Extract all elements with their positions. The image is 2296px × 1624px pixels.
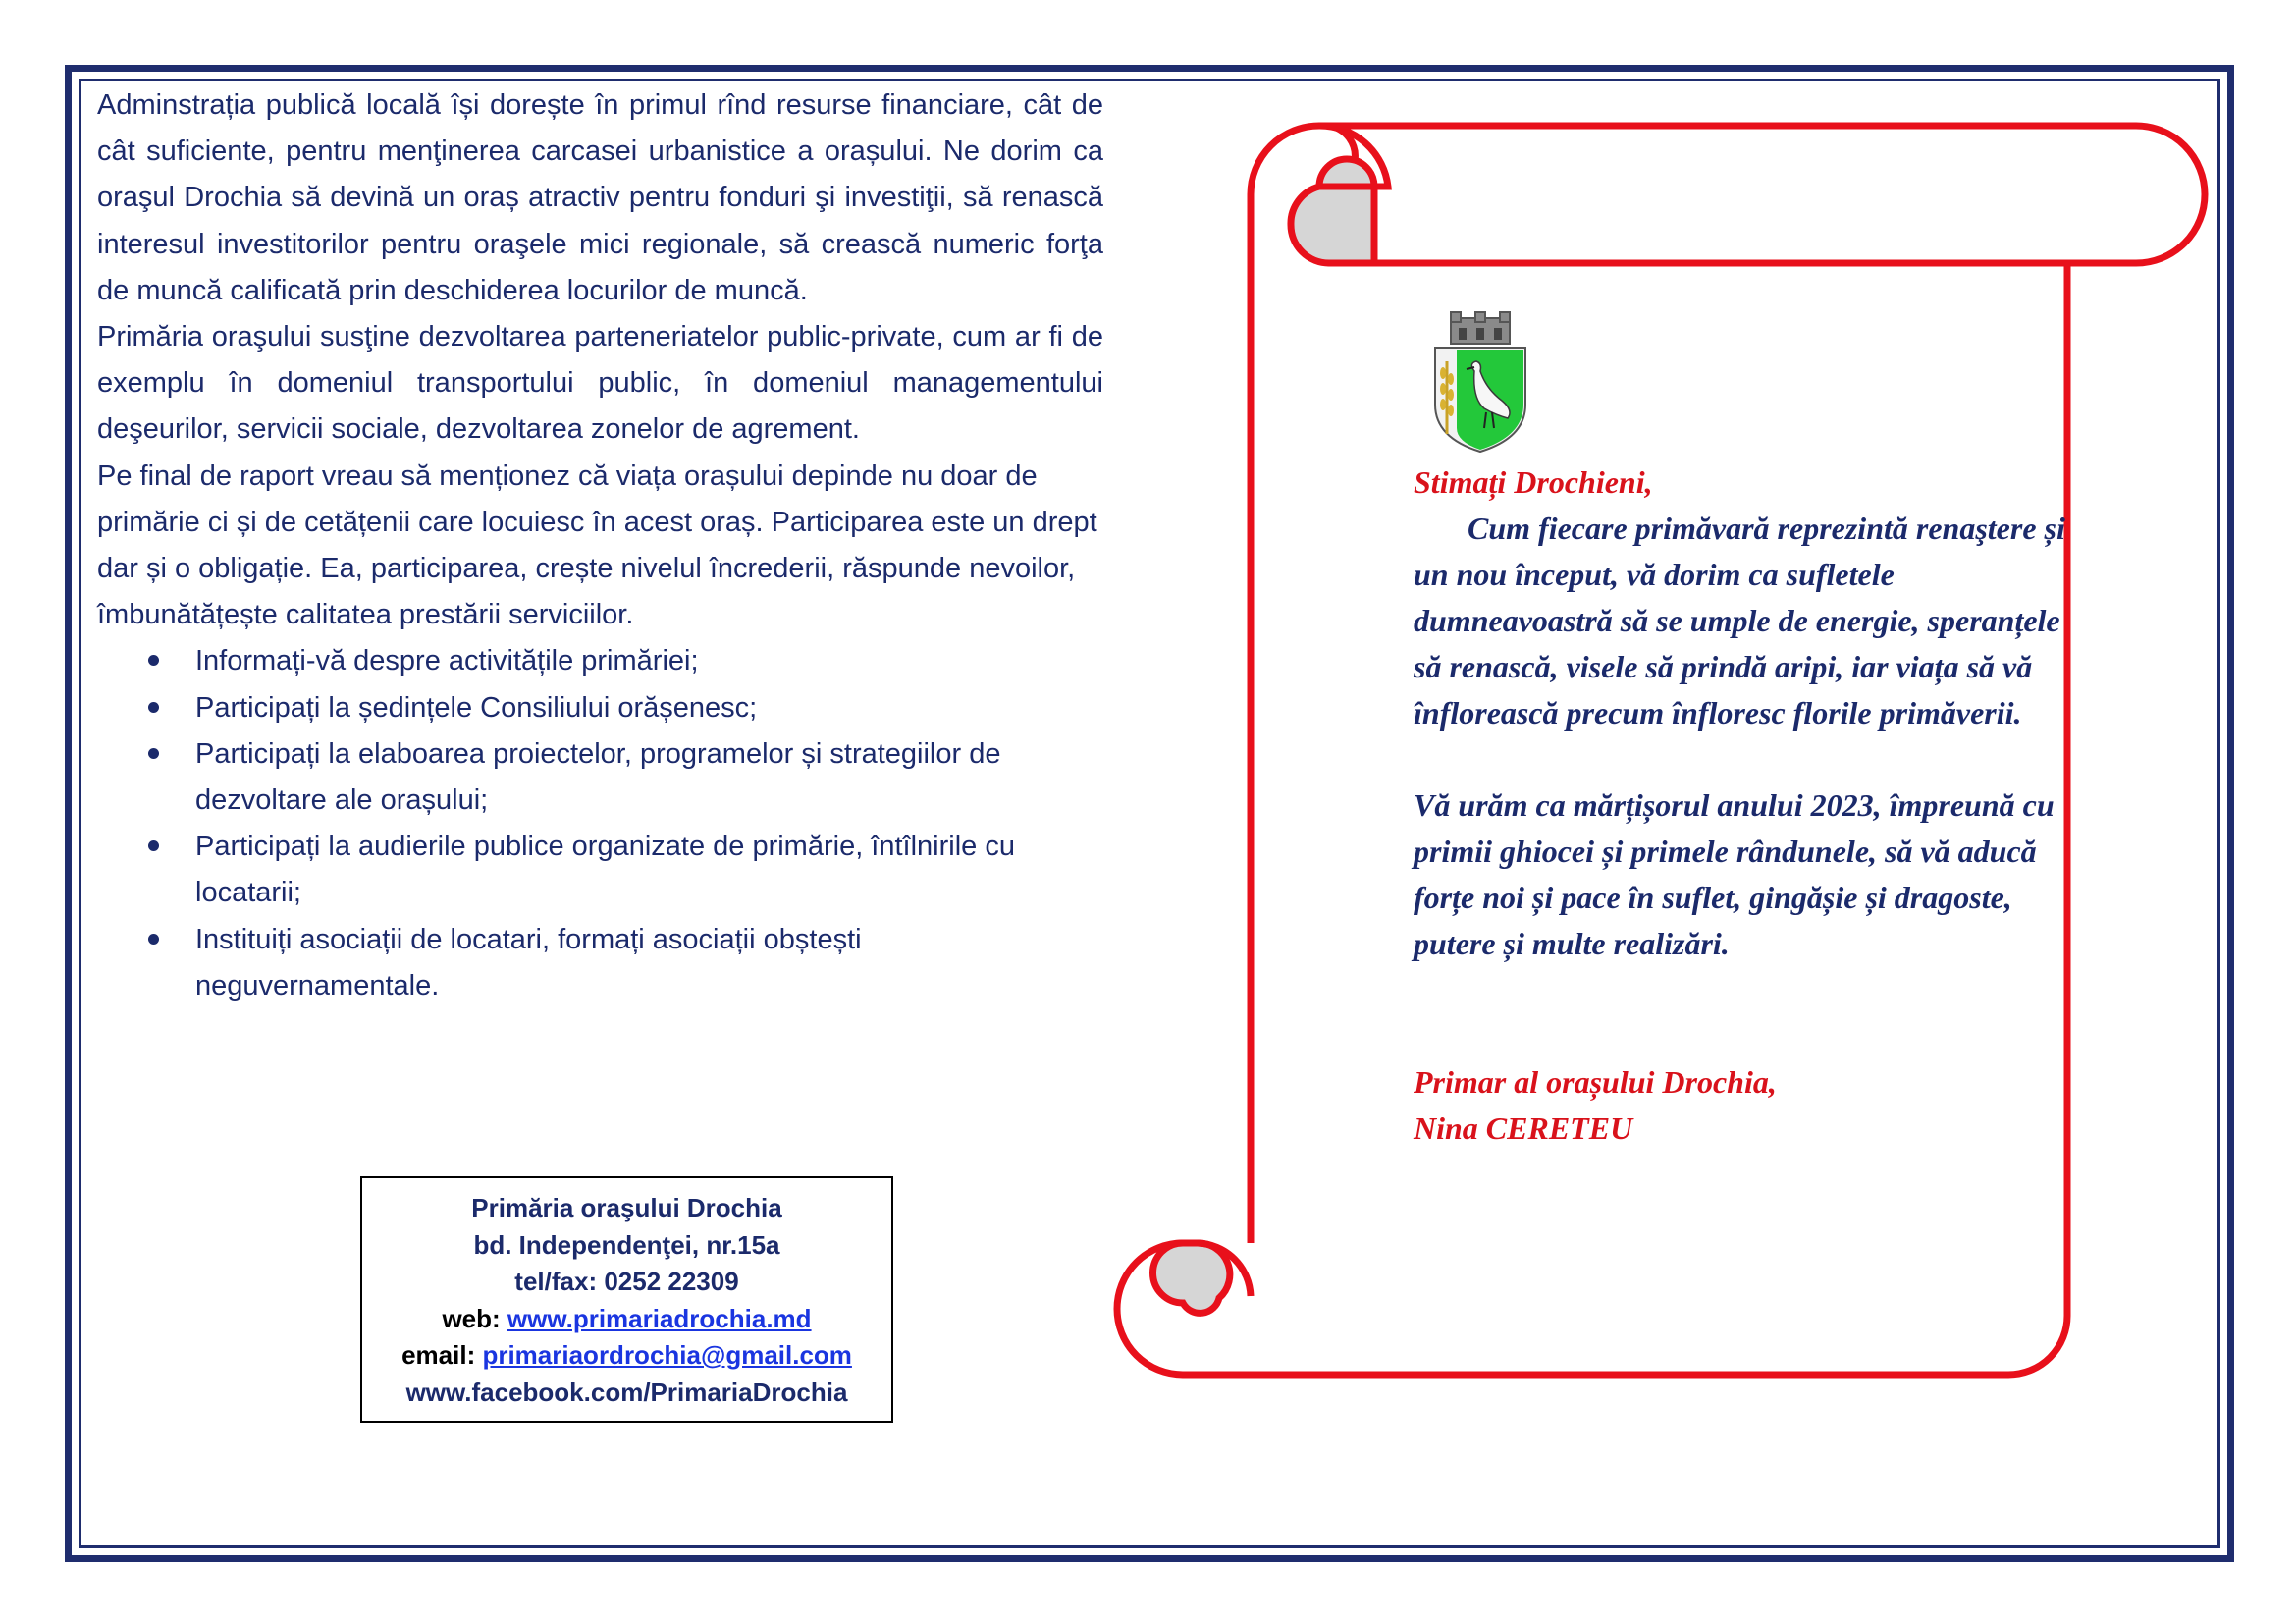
contact-web: web: www.primariadrochia.md <box>442 1303 812 1333</box>
list-item: Instituiți asociații de locatari, formați asociații obștești neguvernamentale. <box>97 917 1103 1009</box>
contact-institution: Primăria oraşului Drochia <box>471 1193 782 1222</box>
scroll-bottom-curl-fill <box>1152 1243 1229 1313</box>
list-item: Participați la ședințele Consiliului orășenesc; <box>97 685 1103 731</box>
email-link[interactable]: primariaordrochia@gmail.com <box>482 1340 852 1370</box>
scroll-top-curl-fill <box>1291 159 1374 263</box>
contact-address: bd. Independenţei, nr.15a <box>473 1229 780 1260</box>
signature-title: Primar al orașului Drochia, <box>1414 1064 1777 1100</box>
participation-paragraph: Pe final de raport vreau să menționez că viața orașului depinde nu doar de primărie ci și de cetățenii care locuiesc în acest oraș. Participarea este un drept dar și o obligație. Ea, participarea, crește nivelul încrederii, răspunde nevoilor, îmbunătățește calitatea prestării serviciilor. <box>97 460 1097 631</box>
web-link[interactable]: www.primariadrochia.md <box>507 1303 812 1333</box>
greeting-text <box>1414 460 2081 1152</box>
signature-name: Nina CERETEU <box>1414 1110 1633 1146</box>
contact-phone: tel/fax: 0252 22309 <box>514 1267 739 1296</box>
list-item: Informați-vă despre activitățile primăriei; <box>97 638 1103 684</box>
greeting-paragraph-spring: Cum fiecare primăvară reprezintă renaştere și un nou început, vă dorim ca sufletele dumneavoastră să se umple de energie, speranțele să renască, visele să prindă aripi, iar viața să vă înflorească precum înfloresc florile primăverii. <box>1414 511 2065 731</box>
list-item: Participați la elaboarea proiectelor, programelor și strategiilor de dezvoltare ale orașului; <box>97 731 1103 824</box>
greeting-paragraph-martisor: Vă urăm ca mărțișorul anului 2023, împreună cu primii ghiocei și primele rândunele, să vă aducă forțe noi și pace în suflet, gingășie și dragoste, putere și multe realizări. <box>1414 787 2055 961</box>
list-item: Participați la audierile publice organizate de primărie, întîlnirile cu locatarii; <box>97 824 1103 916</box>
contact-email: email: primariaordrochia@gmail.com <box>401 1340 852 1370</box>
greeting-salutation: Stimați Drochieni, <box>1414 464 1653 500</box>
drochia-coat-of-arms-icon <box>1429 310 1531 454</box>
contact-facebook: www.facebook.com/PrimariaDrochia <box>405 1377 848 1407</box>
scroll-left-edge <box>1251 126 1319 1243</box>
intro-paragraph: Adminstrația publică locală își dorește în primul rînd resurse financiare, cât de cât suficiente, pentru menţinerea carcasei urbanistice a orașului. Ne dorim ca oraşul Drochia să devină un oraș atractiv pentru fonduri şi investiţii, să renască interesul investitorilor pentru oraşele mici regionale, să crească numeric forţa de muncă calificată prin deschiderea locurilor de muncă. <box>97 89 1103 306</box>
partnership-paragraph: Primăria oraşului susţine dezvoltarea parteneriatelor public-private, cum ar fi de exemplu în domeniul transportului public, în domeniul managementului deşeurilor, servicii sociale, dezvoltarea zonelor de agrement. <box>97 321 1103 446</box>
